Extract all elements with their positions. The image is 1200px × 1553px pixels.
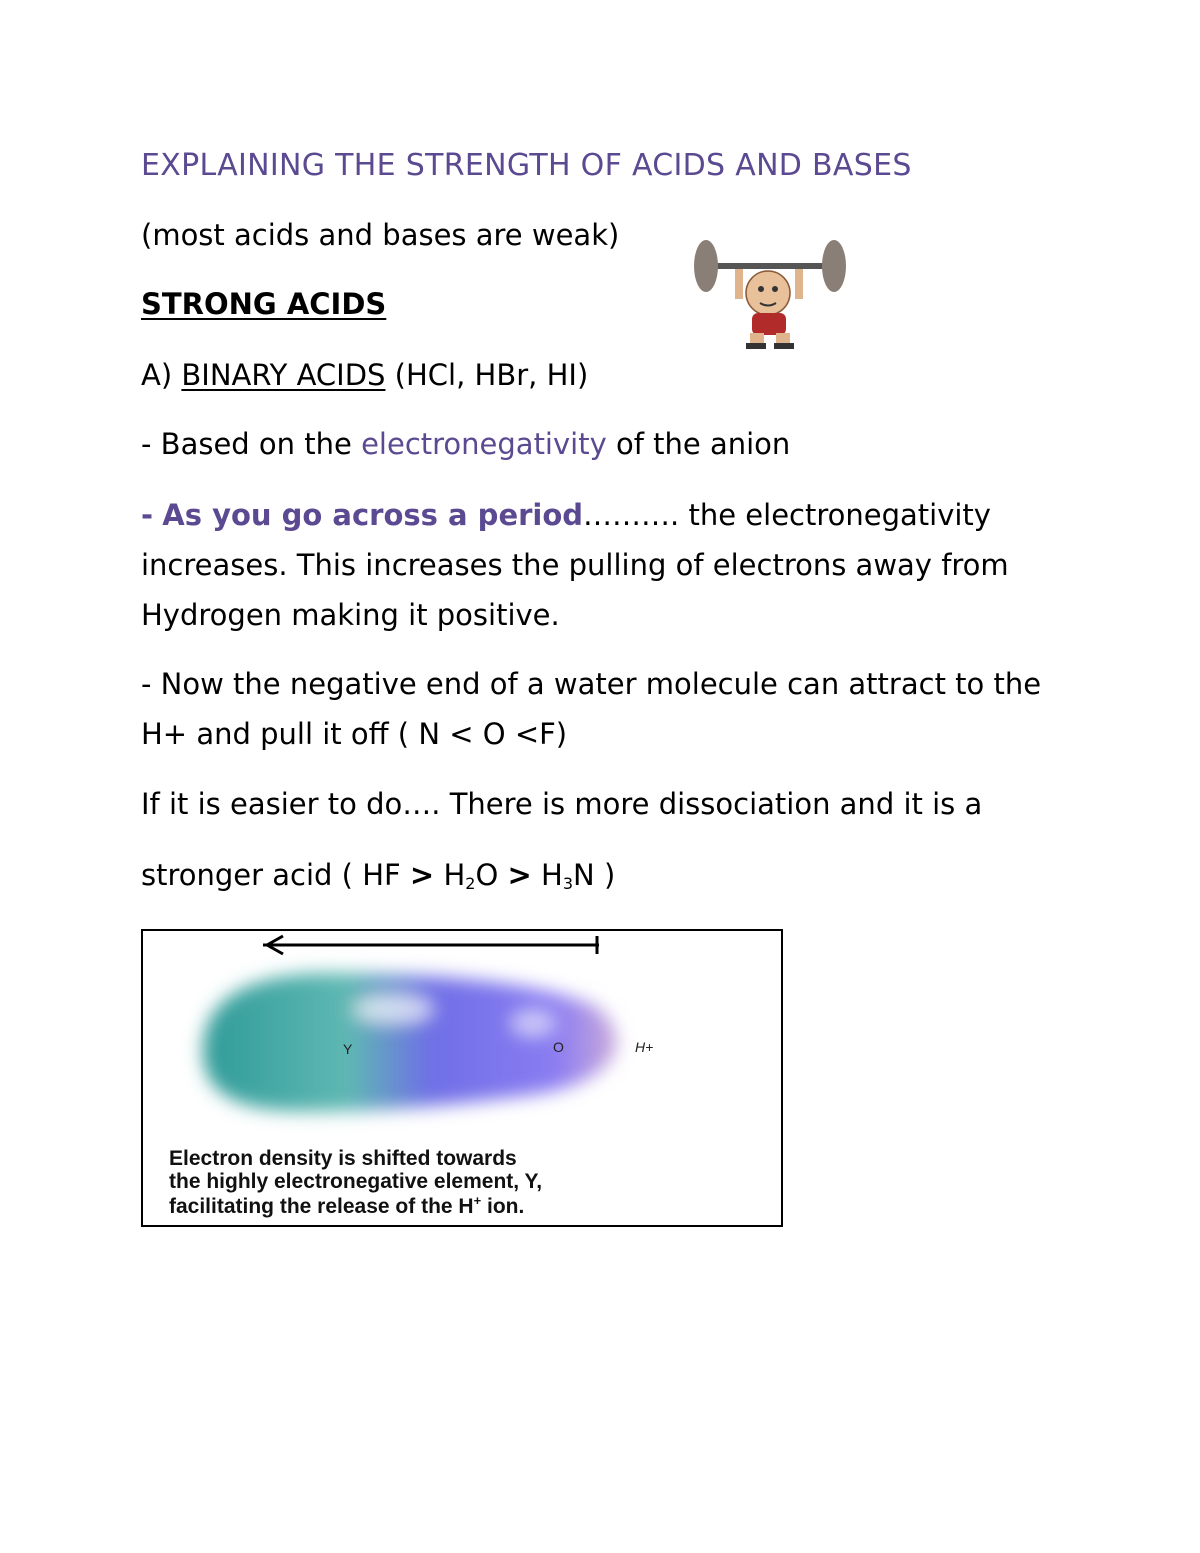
section-heading-strong-acids: STRONG ACIDS bbox=[141, 287, 387, 321]
point-water-line1: - Now the negative end of a water molecule can attract to the bbox=[141, 667, 1042, 701]
caption3-a: facilitating the release of the H bbox=[169, 1195, 474, 1218]
h3n-n: N ) bbox=[573, 858, 616, 892]
binary-acids-line bbox=[141, 358, 588, 393]
binary-examples: (HCl, HBr, HI) bbox=[394, 358, 589, 392]
point-period-line1 bbox=[141, 498, 991, 533]
point-period-line2: increases. This increases the pulling of electrons away from bbox=[141, 548, 1009, 582]
electron-density-diagram bbox=[141, 929, 783, 1227]
subtitle: (most acids and bases are weak) bbox=[141, 218, 620, 252]
caption-line3 bbox=[169, 1193, 524, 1219]
conclusion-line2 bbox=[141, 858, 615, 893]
caption-line2: the highly electronegative element, Y, bbox=[169, 1170, 543, 1193]
point2-rest: the electronegativity bbox=[688, 498, 991, 532]
caption-line1: Electron density is shifted towards bbox=[169, 1147, 517, 1170]
page-title: EXPLAINING THE STRENGTH OF ACIDS AND BASES bbox=[141, 148, 912, 183]
caption3-b: ion. bbox=[481, 1195, 525, 1218]
point2-emph: As you go across a period bbox=[162, 498, 584, 532]
h2o-o: O bbox=[475, 858, 508, 892]
weightlifter-illustration bbox=[690, 233, 850, 353]
h2o-subscript: 2 bbox=[465, 874, 476, 893]
caption3-sup: + bbox=[473, 1193, 482, 1208]
h3n-subscript: 3 bbox=[562, 874, 574, 893]
point-electronegativity bbox=[141, 427, 790, 462]
label-o: O bbox=[553, 1039, 564, 1055]
binary-prefix: A) bbox=[141, 358, 173, 392]
binary-label: BINARY ACIDS bbox=[181, 358, 386, 392]
point1-term: electronegativity bbox=[361, 427, 607, 461]
conclusion-lead: stronger acid ( HF bbox=[141, 858, 410, 892]
h3n-h: H bbox=[531, 858, 563, 892]
h2o-h: H bbox=[434, 858, 466, 892]
point1-lead: - Based on the bbox=[141, 427, 352, 461]
electron-cloud-graphic bbox=[143, 931, 781, 1141]
greater-than-2: > bbox=[507, 858, 532, 892]
label-y: Y bbox=[343, 1041, 353, 1057]
greater-than-1: > bbox=[409, 858, 435, 892]
point2-ellipsis: ………. bbox=[583, 498, 680, 532]
point2-dash: - bbox=[141, 498, 154, 532]
point-water-line2: H+ and pull it off ( N < O <F) bbox=[141, 717, 568, 751]
conclusion-line1: If it is easier to do…. There is more dissociation and it is a bbox=[141, 787, 983, 821]
point-period-line3: Hydrogen making it positive. bbox=[141, 598, 560, 632]
label-h: H+ bbox=[635, 1039, 654, 1055]
point1-tail: of the anion bbox=[615, 427, 791, 461]
